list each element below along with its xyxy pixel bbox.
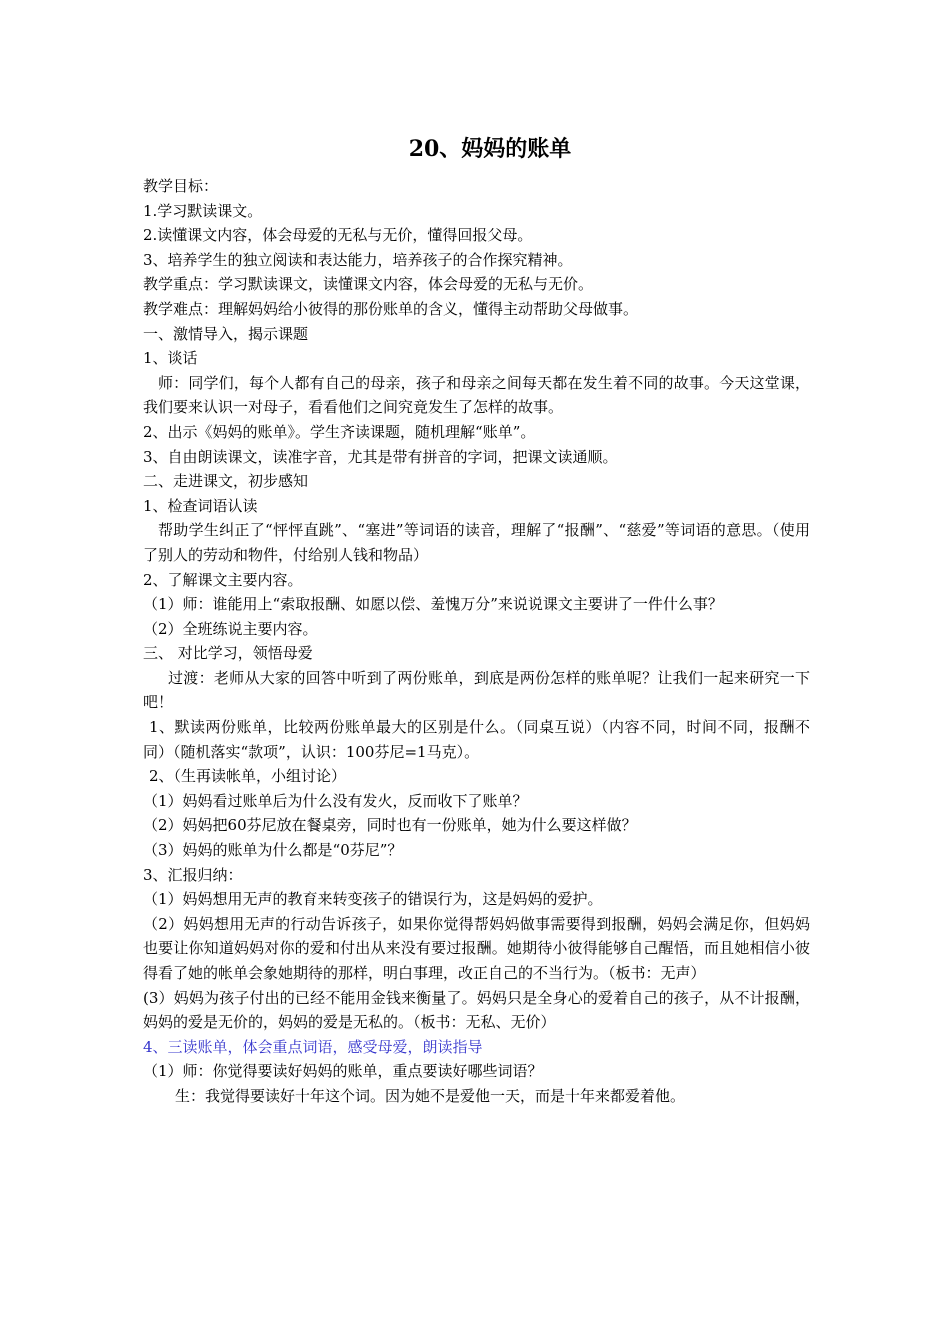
paragraph: 二、走进课文，初步感知 — [143, 472, 309, 491]
paragraph: 一、激情导入，揭示课题 — [143, 324, 309, 343]
paragraph: 2、了解课文主要内容。 — [143, 570, 303, 589]
paragraph: （3）妈妈的账单为什么都是“0芬尼”？ — [143, 841, 403, 860]
paragraph: 3、汇报归纳： — [143, 865, 243, 884]
paragraph: 教学重点：学习默读课文，读懂课文内容，体会母爱的无私与无价。 — [143, 275, 594, 294]
paragraph: 教学难点：理解妈妈给小彼得的那份账单的含义，懂得主动帮助父母做事。 — [143, 299, 639, 318]
paragraph: 教学目标： — [143, 177, 219, 195]
paragraph: 3、培养学生的独立阅读和表达能力，培养孩子的合作探究精神。 — [143, 250, 573, 269]
paragraph: 1、默读两份账单，比较两份账单最大的区别是什么。（同桌互说）（内容不同，时间不同，报酬不同）（随机落实“款项”，认识：100芬尼=1马克）。 — [143, 718, 810, 761]
paragraph: 1.学习默读课文。 — [143, 201, 263, 220]
paragraph: 帮助学生纠正了“怦怦直跳”、“塞进”等词语的读音，理解了“报酬”、“慈爱”等词语的意思。（使用了别人的劳动和物件，付给别人钱和物品） — [143, 521, 810, 564]
paragraph: 1、检查词语认读 — [143, 496, 258, 515]
paragraph: （2）全班练说主要内容。 — [143, 619, 318, 638]
paragraph: 2、出示《妈妈的账单》。学生齐读课题，随机理解“账单”。 — [143, 422, 536, 441]
paragraph: （2）妈妈想用无声的行动告诉孩子，如果你觉得帮妈妈做事需要得到报酬，妈妈会满足你，但妈妈也要让你知道妈妈对你的爱和付出从来没有要过报酬。她期待小彼得能够自己醒悟，而且她相信小彼得看了她的帐单会象她期待的那样，明白事理，改正自己的不当行为。（板书：无声） — [143, 914, 810, 982]
paragraph: （1）师：你觉得要读好妈妈的账单，重点要读好哪些词语？ — [143, 1062, 543, 1081]
paragraph: 生：我觉得要读好十年这个词。因为她不是爱他一天，而是十年来都爱着他。 — [175, 1086, 686, 1105]
paragraph: (3）妈妈为孩子付出的已经不能用金钱来衡量了。妈妈只是全身心的爱着自己的孩子，从不计报酬，妈妈的爱是无价的，妈妈的爱是无私的。（板书：无私、无价） — [143, 988, 810, 1032]
paragraph: （1）妈妈想用无声的教育来转变孩子的错误行为，这是妈妈的爱护。 — [143, 890, 603, 909]
paragraph: 2、（生再读帐单，小组讨论） — [149, 767, 347, 786]
paragraph: 过渡：老师从大家的回答中听到了两份账单，到底是两份怎样的账单呢？让我们一起来研究一下吧！ — [143, 668, 810, 712]
paragraph: （1）妈妈看过账单后为什么没有发火，反而收下了账单？ — [143, 791, 528, 810]
paragraph: 2.读懂课文内容，体会母爱的无私与无价，懂得回报父母。 — [143, 226, 533, 245]
paragraph: （1）师：谁能用上“索取报酬、如愿以偿、羞愧万分”来说说课文主要讲了一件什么事？ — [143, 595, 723, 614]
document-body — [143, 174, 810, 1109]
document-title: 20、妈妈的账单 — [408, 136, 572, 162]
paragraph: 3、自由朗读课文，读准字音，尤其是带有拼音的字词，把课文读通顺。 — [143, 447, 618, 466]
paragraph: 三、 对比学习，领悟母爱 — [143, 644, 313, 663]
paragraph: 1、谈话 — [143, 349, 198, 368]
paragraph: 4、三读账单，体会重点词语，感受母爱，朗读指导 — [143, 1037, 483, 1056]
paragraph: （2）妈妈把60芬尼放在餐桌旁，同时也有一份账单，她为什么要这样做？ — [143, 816, 637, 835]
paragraph: 师：同学们，每个人都有自己的母亲，孩子和母亲之间每天都在发生着不同的故事。今天这堂课，我们要来认识一对母子，看看他们之间究竟发生了怎样的故事。 — [143, 373, 810, 417]
